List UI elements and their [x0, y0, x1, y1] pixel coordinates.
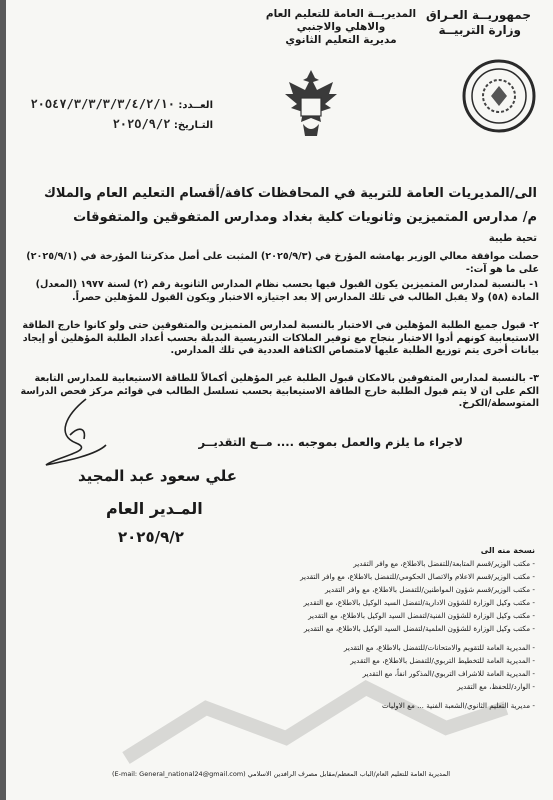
body-item-2: ٢- قبول جميع الطلبة المؤهلين في الاختبار بالنسبة لمدارس المتميزين والمتفوقين حتى ولو كانوا خارج الطاقة الاستيعابية كونهم أدوا الاختبار بنجاح مع توفير الملاكات التدريسية البديلة بحسب أعداد الطلبة المؤهلين أو إيجاد بيانات أخرى يتم توزيع الطلبة عليها لامتصاص الكثافة العددية في تلك المدارس. [22, 320, 539, 356]
country-name: جمهوريــة العـراق [425, 8, 531, 22]
reference-date-row [113, 117, 213, 131]
reference-number-row [30, 97, 213, 111]
department-name: مديرية التعليم الثانوي [285, 34, 397, 46]
reference-date-value: ٢٠٢٥/٩/٢ [112, 117, 171, 131]
signer-name: علي سعود عبد المجيد [78, 467, 237, 485]
copy-item: - المديرية العامة للتخطيط التربوي/للتفضل بالاطلاع، مع التقدير [350, 656, 535, 665]
copy-item: - مكتب وكيل الوزارة للشؤون الفنية/لتفضل السيد الوكيل بالاطلاع، مع التقدير [308, 611, 535, 620]
signature-date: ٢٠٢٥/٩/٢ [118, 528, 184, 546]
body-intro: حصلت موافقة معالي الوزير بهامشه المؤرخ في (٢٠٢٥/٩/٣) المثبت على أصل مذكرتنا المؤرخة في (٢٠٢٥/٩/١) على ما هو آت:- [26, 251, 539, 275]
body-item-3: ٣- بالنسبة لمدارس المتفوقين بالامكان قبول الطلبة غير المؤهلين أكمالاً للطاقة الاستيعابية للمدارس التابعة الكم على ان لا يتم قبول الطلبة خارج الطاقة الاستيعابية بحسب تسلسل الطالب في قوائم مركز فحص الدراسة المتوسطة/الكرخ. [20, 373, 539, 409]
ministry-name: وزارة التربيــة [438, 23, 521, 37]
reference-date-label: التـاريخ: [173, 120, 213, 131]
letterhead-right [426, 8, 531, 38]
copy-item: - المديرية العامة للاشراف التربوي/المذكور انفاً، مع التقدير [362, 669, 535, 678]
copies-heading: نسخة منه الى [480, 546, 535, 555]
copy-item: - المديرية العامة للتقويم والامتحانات/للتفضل بالاطلاع، مع التقدير [343, 643, 535, 652]
letter-footer: المديرية العامة للتعليم العام/الباب المعظم/مقابل مصرف الرافدين الاسلامي (E-mail: General_national24@gmail.com) [111, 770, 451, 778]
copy-item: - مكتب وكيل الوزارة للشؤون الادارية/لتفضل السيد الوكيل بالاطلاع، مع التقدير [303, 598, 535, 607]
addressee-line: الى/المديريات العامة للتربية في المحافظات كافة/أقسام التعليم العام والملاك [43, 186, 537, 201]
greeting: تحية طيبة [488, 233, 537, 244]
copy-item: - الوارد/للحفظ، مع التقدير [457, 682, 535, 691]
copy-item: - مكتب الوزير/قسم شؤون المواطنين/للتفضل بالاطلاع، مع وافر التقدير [324, 585, 535, 594]
signer-title: المـدير العام [106, 499, 203, 518]
reference-number-label: العــدد: [178, 100, 213, 111]
official-letter [6, 0, 553, 800]
body-item-1: ١- بالنسبة لمدارس المتميزين يكون القبول فيها بحسب نظام المدارس الثانوية رقم (٢) لسنة ١٩٧٧ (المعدل) المادة (٥٨) ولا يقبل الطالب في تلك المدارس إلا بعد اجتيازه الاختبار ويكون القبول للمؤهلين حصراً. [35, 279, 539, 303]
reference-number-value: ٢٠٥٤٧/٣/٣/٣/٣/٤/٢/١٠ [30, 97, 175, 111]
directorate-subname: والاهلي والاجنبي [296, 21, 386, 33]
copy-item: - مكتب الوزير/قسم الاعلام والاتصال الحكومي/للتفضل بالاطلاع، مع وافر التقدير [300, 572, 535, 581]
letterhead-left [256, 8, 426, 47]
subject-line: م/ مدارس المتميزين وثانويات كلية بغداد ومدارس المتفوقين والمتفوقات [73, 210, 537, 225]
ministry-seal-icon [461, 58, 537, 134]
copy-item: - مكتب الوزير/قسم المتابعة/للتفضل بالاطلاع، مع وافر التقدير [353, 559, 535, 568]
handwritten-signature-icon [26, 395, 166, 475]
directorate-name: المديريــة العامة للتعليم العام [265, 8, 417, 20]
closing-line: لاجراء ما يلزم والعمل بموجبه .... مــع التقديــر [198, 435, 463, 449]
copy-item: - مديرية التعليم الثانوي/الشعبة الفنية ... مع الاوليات [381, 701, 535, 710]
copy-item: - مكتب وكيل الوزارة للشؤون العلمية/لتفضل السيد الوكيل بالاطلاع، مع التقدير [303, 624, 535, 633]
iraq-eagle-emblem-icon [281, 64, 341, 142]
